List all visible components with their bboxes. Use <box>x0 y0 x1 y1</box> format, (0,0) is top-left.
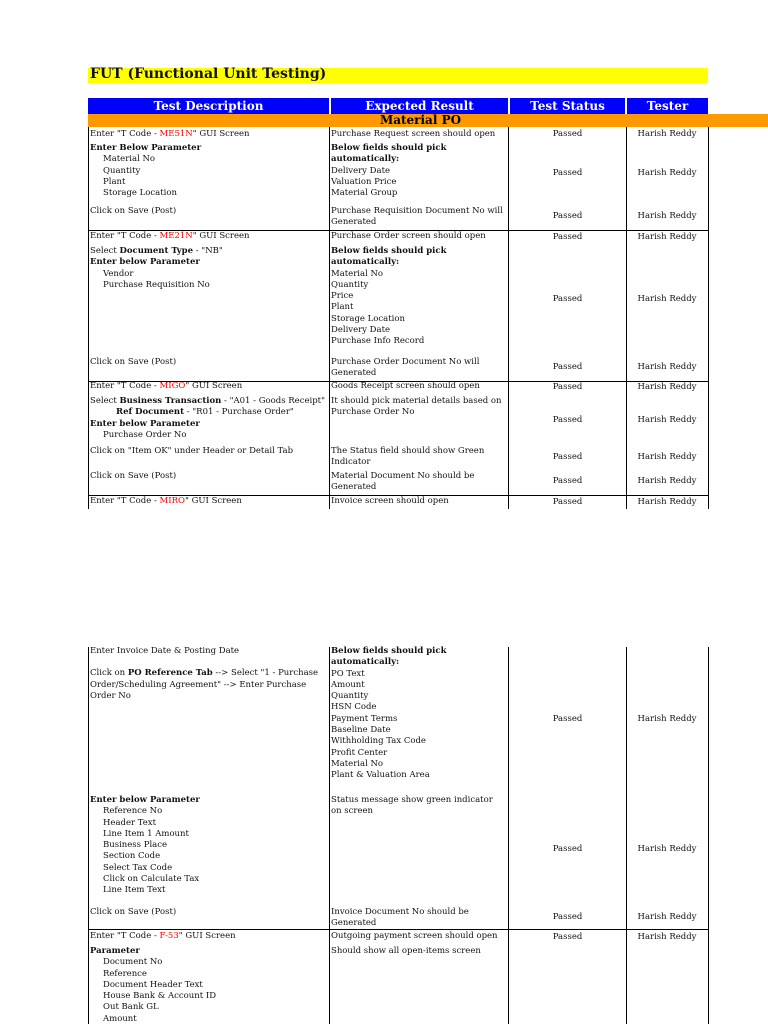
row10-tester: Harish Reddy <box>637 476 697 486</box>
row3-description: Click on Save (Post) <box>90 206 177 216</box>
row2-description: Enter Below Parameter Material No Quantity Plant Storage Location <box>90 143 328 199</box>
header-test-description: Test Description <box>88 98 329 114</box>
row8-expected: It should pick material details based on Purchase Order No <box>331 396 502 418</box>
row12-expected: Below fields should pick automatically: PO Text Amount Quantity HSN Code Payment Terms Baseline Date Withholding Tax Code Profit Center Material No Plant & Valuation Area <box>331 646 447 781</box>
grid-line <box>708 647 709 1024</box>
header-tester-name: Tester <box>627 98 708 114</box>
grid-line <box>329 647 330 1024</box>
tcode: F-53 <box>159 931 179 941</box>
row6-description: Click on Save (Post) <box>90 357 177 367</box>
tcode: ME21N <box>159 231 193 241</box>
row6-status: Passed <box>552 362 583 372</box>
header-test-status: Test Status <box>510 98 625 114</box>
row2-param: Storage Location <box>103 188 177 199</box>
row6-expected: Purchase Order Document No will Generated <box>331 357 480 379</box>
row4-status: Passed <box>552 232 583 242</box>
row15-description: Enter "T Code - F-53" GUI Screen <box>90 931 236 941</box>
row2-param: Quantity <box>103 165 141 176</box>
row2-param: Plant <box>103 176 126 187</box>
row8-status: Passed <box>552 415 583 425</box>
row2-expected: Below fields should pick automatically: Delivery Date Valuation Price Material Group <box>331 143 447 199</box>
row4-expected: Purchase Order screen should open <box>331 231 486 241</box>
row9-tester: Harish Reddy <box>637 452 697 462</box>
page-title: FUT (Functional Unit Testing) <box>90 66 327 82</box>
grid-line <box>88 647 89 1024</box>
row15-tester: Harish Reddy <box>637 932 697 942</box>
row5-tester: Harish Reddy <box>637 294 697 304</box>
row2-status: Passed <box>552 168 583 178</box>
row3-expected: Purchase Requisition Document No will Generated <box>331 206 503 228</box>
row13-expected: Status message show green indicator on screen <box>331 795 493 817</box>
row14-description: Click on Save (Post) <box>90 907 177 917</box>
row7-status: Passed <box>552 382 583 392</box>
row11-expected: Invoice screen should open <box>331 496 449 506</box>
header-expected-result: Expected Result <box>331 98 508 114</box>
grid-line <box>508 127 509 509</box>
row11-status: Passed <box>552 497 583 507</box>
row1-status: Passed <box>552 129 583 139</box>
grid-line <box>708 127 709 509</box>
row14-expected: Invoice Document No should be Generated <box>331 907 469 929</box>
row1-tester: Harish Reddy <box>637 129 697 139</box>
section-bar <box>88 114 768 127</box>
row2-tester: Harish Reddy <box>637 168 697 178</box>
grid-line <box>329 127 330 509</box>
row3-status: Passed <box>552 211 583 221</box>
grid-line <box>88 127 89 509</box>
row7-expected: Goods Receipt screen should open <box>331 381 480 391</box>
row13-description: Enter below Parameter Reference No Header Text Line Item 1 Amount Business Place Section Code Select Tax Code Click on Calculate Tax Line Item Text <box>90 795 200 896</box>
row16-description: Parameter Document No Reference Document Header Text House Bank & Account ID Out Bank GL Amount <box>90 946 217 1024</box>
row15-expected: Outgoing payment screen should open <box>331 931 498 941</box>
row11-description: Enter "T Code - MIRO" GUI Screen <box>90 496 242 506</box>
row12-description: Enter Invoice Date & Posting Date Click on PO Reference Tab --> Select "1 - Purchase Order/Scheduling Agreement" --> Enter Purchase Order No <box>90 646 319 701</box>
row13-status: Passed <box>552 844 583 854</box>
grid-line <box>508 647 509 1024</box>
row9-description: Click on "Item OK" under Header or Detail Tab <box>90 446 294 456</box>
row10-status: Passed <box>552 476 583 486</box>
row12-status: Passed <box>552 714 583 724</box>
row5-status: Passed <box>552 294 583 304</box>
grid-line <box>626 647 627 1024</box>
row2-param: Material No <box>103 154 156 165</box>
row12-tester: Harish Reddy <box>637 714 697 724</box>
row13-tester: Harish Reddy <box>637 844 697 854</box>
tcode: MIGO <box>159 381 186 391</box>
row6-tester: Harish Reddy <box>637 362 697 372</box>
row14-status: Passed <box>552 912 583 922</box>
row15-status: Passed <box>552 932 583 942</box>
row16-expected: Should show all open-items screen <box>331 946 481 956</box>
row1-expected: Purchase Request screen should open <box>331 129 496 139</box>
row7-description: Enter "T Code - MIGO" GUI Screen <box>90 381 243 391</box>
row8-description: Select Business Transaction - "A01 - Goods Receipt" Ref Document - "R01 - Purchase Order" Enter below Parameter Purchase Order No <box>90 396 325 440</box>
title-bar <box>88 68 708 83</box>
row7-tester: Harish Reddy <box>637 382 697 392</box>
row4-description: Enter "T Code - ME21N" GUI Screen <box>90 231 250 241</box>
row5-description: Select Document Type - "NB" Enter below Parameter Vendor Purchase Requisition No <box>90 246 223 290</box>
row10-expected: Material Document No should be Generated <box>331 471 475 493</box>
section-title: Material PO <box>379 113 462 127</box>
tcode: ME51N <box>159 129 193 139</box>
row4-tester: Harish Reddy <box>637 232 697 242</box>
row14-tester: Harish Reddy <box>637 912 697 922</box>
row10-description: Click on Save (Post) <box>90 471 177 481</box>
row9-expected: The Status field should show Green Indicator <box>331 446 485 468</box>
row5-expected: Below fields should pick automatically: Material No Quantity Price Plant Storage Location Delivery Date Purchase Info Record <box>331 246 447 347</box>
tcode: MIRO <box>159 496 185 506</box>
row9-status: Passed <box>552 452 583 462</box>
row8-tester: Harish Reddy <box>637 415 697 425</box>
row3-tester: Harish Reddy <box>637 211 697 221</box>
row1-description: Enter "T Code - ME51N" GUI Screen <box>90 129 250 139</box>
row11-tester: Harish Reddy <box>637 497 697 507</box>
